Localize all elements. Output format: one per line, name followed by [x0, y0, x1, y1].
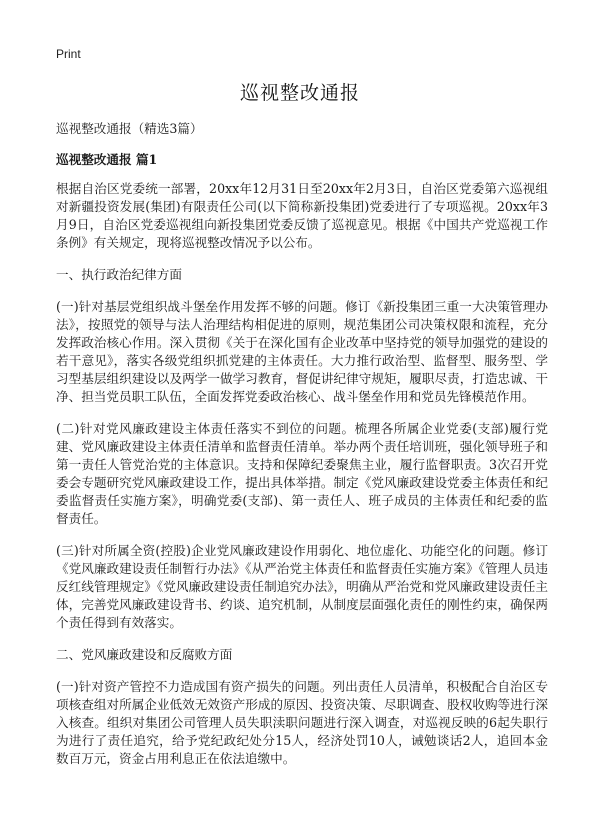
- chapter-title: 巡视整改通报 篇1: [56, 152, 158, 167]
- section-heading-political-discipline: 一、执行政治纪律方面: [56, 267, 182, 282]
- section2-paragraph-1: (一)针对资产管控不力造成国有资产损失的问题。列出责任人员清单，积极配合自治区专项核查组对所属企业低效无效资产形成的原因、投资决策、尽职调查、股权收购等进行深入核查。组织对集团公司管理人员失职渎职问题进行深入调查，对巡视反映的6起失职行为进行了责任追究，给予党纪政纪处分15人，经济处罚10人，诫勉谈话2人，追回本金数百万元，资金占用利息正在依法追缴中。: [56, 679, 548, 766]
- section-heading-anti-corruption: 二、党风廉政建设和反腐败方面: [56, 647, 233, 662]
- print-link[interactable]: Print: [56, 47, 81, 61]
- page-title: 巡视整改通报: [239, 82, 360, 104]
- section1-paragraph-2: (二)针对党风廉政建设主体责任落实不到位的问题。梳理各所属企业党委(支部)履行党建、党风廉政建设主体责任清单和监督责任清单。举办两个责任培训班，强化领导班子和第一责任人管党治党的主体意识。支持和保障纪委聚焦主业，履行监督职责。3次召开党委会专题研究党风廉政建设工作，提出具体举措。制定《党风廉政建设党委主体责任和纪委监督责任实施方案》，明确党委(支部)、第一责任人、班子成员的主体责任和纪委的监督责任。: [56, 421, 548, 526]
- intro-paragraph: 根据自治区党委统一部署，20xx年12月31日至20xx年2月3日，自治区党委第六巡视组对新疆投资发展(集团)有限责任公司(以下简称新投集团)党委进行了专项巡视。20xx年3月9日，自治区党委巡视组向新投集团党委反馈了巡视意见。根据《中国共产党巡视工作条例》有关规定，现将巡视整改情况予以公布。: [56, 181, 548, 250]
- section1-paragraph-1: (一)针对基层党组织战斗堡垒作用发挥不够的问题。修订《新投集团三重一大决策管理办法》，按照党的领导与法人治理结构相促进的原则，规范集团公司决策权限和流程，充分发挥政治核心作用。深入贯彻《关于在深化国有企业改革中坚持党的领导加强党的建设的若干意见》，落实各级党组织抓党建的主体责任。大力推行政治型、监督型、服务型、学习型基层组织建设以及两学一做学习教育，督促讲纪律守规矩，履职尽责，打造忠诚、干净、担当党员职工队伍，全面发挥党委政治核心、战斗堡垒作用和党员先锋模范作用。: [56, 299, 548, 404]
- section1-paragraph-3: (三)针对所属全资(控股)企业党风廉政建设作用弱化、地位虚化、功能空化的问题。修订《党风廉政建设责任制暂行办法》《从严治党主体责任和监督责任实施方案》《管理人员违反红线管理规定》《党风廉政建设责任制追究办法》，明确从严治党和党风廉政建设责任主体，完善党风廉政建设背书、约谈、追究机制，从制度层面强化责任的刚性约束，确保两个责任得到有效落实。: [56, 543, 548, 630]
- article-subtitle: 巡视整改通报（精选3篇）: [56, 121, 203, 136]
- article-body: [56, 120, 548, 782]
